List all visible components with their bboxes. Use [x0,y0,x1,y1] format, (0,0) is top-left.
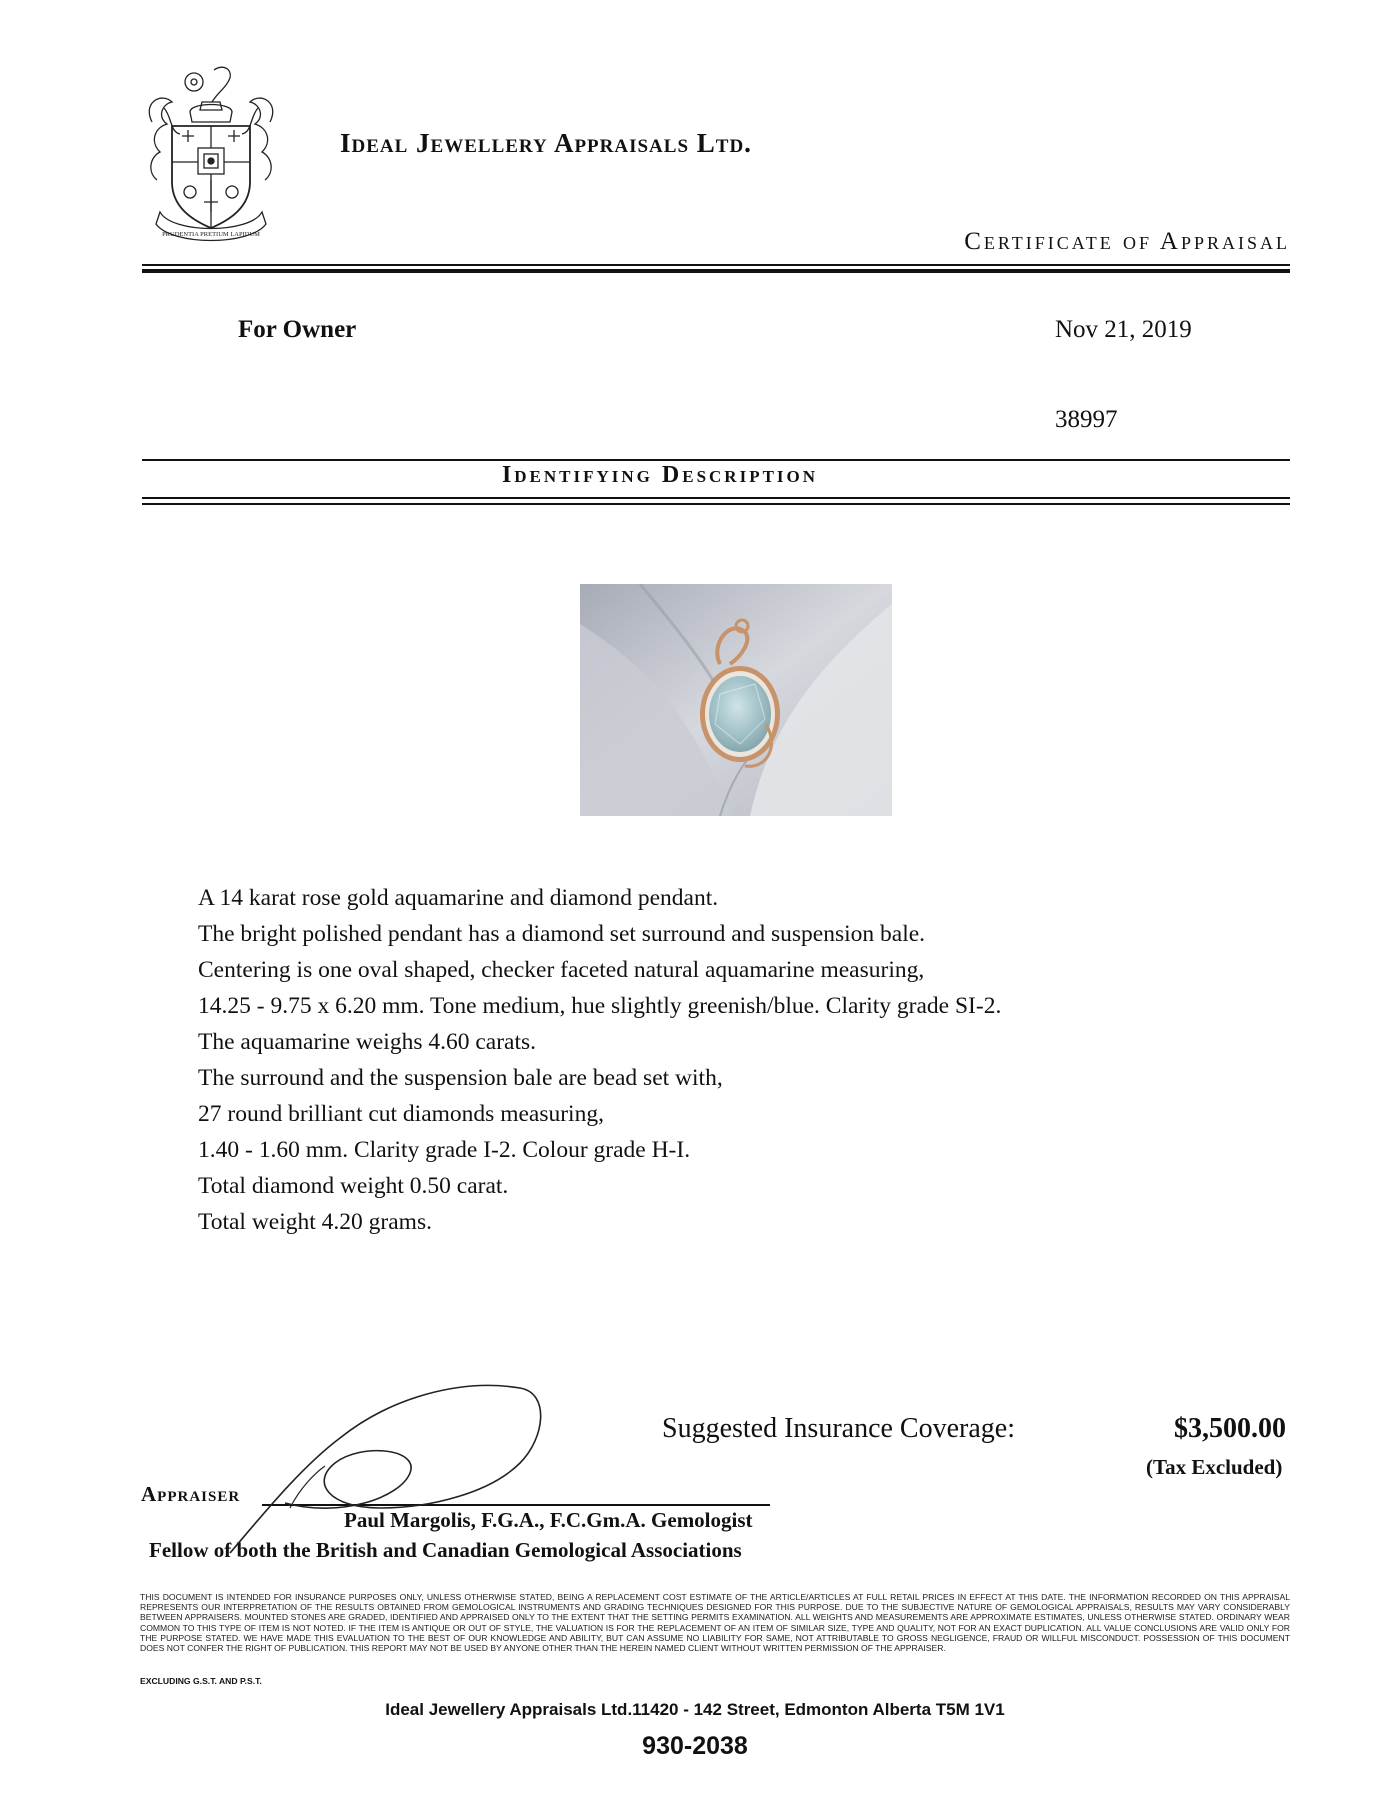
section-title: Identifying Description [501,462,819,488]
description-line: 27 round brilliant cut diamonds measuring, [198,1101,604,1127]
coat-of-arms-icon [142,62,280,248]
reference-number: 38997 [1055,406,1118,433]
header-divider-bottom [142,269,1290,273]
section-divider-bottom [142,503,1290,505]
disclaimer-text: THIS DOCUMENT IS INTENDED FOR INSURANCE PURPOSES ONLY, UNLESS OTHERWISE STATED, BEING A REPLACEMENT COST ESTIMATE OF THE ARTICLE/ARTICLES AT FULL RETAIL PRICES IN EFFECT AT THIS DATE. THE INFORMATION RECORDED ON THIS APPRAISAL REPRESENTS OUR INTERPRETATION OF THE RESULTS OBTAINED FROM GEMOLOGICAL INSTRUMENTS AND GRADING TECHNIQUES DESIGNED FOR THIS PURPOSE. DUE TO THE SUBJECTIVE NATURE OF GEMOLOGICAL APPRAISALS, RESULTS MAY VARY CONSIDERABLY BETWEEN APPRAISERS. MOUNTED STONES ARE GRADED, IDENTIFIED AND APPRAISED ONLY TO THE EXTENT THAT THE SETTING PERMITS EXAMINATION. ALL WEIGHTS AND MEASUREMENTS ARE APPROXIMATE ESTIMATES, UNLESS OTHERWISE STATED. ORDINARY WEAR COMMON TO THIS TYPE OF ITEM IS NOT NOTED. IF THE ITEM IS ANTIQUE OR OUT OF STYLE, THE VALUATION IS FOR THE REPLACEMENT OF AN ITEM OF SIMILAR SIZE, TYPE AND QUALITY, NOT FOR AN EXACT DUPLICATION. ALL VALUE CONCLUSIONS ARE VALID ONLY FOR THE PURPOSE STATED. WE HAVE MADE THIS EVALUATION TO THE BEST OF OUR KNOWLEDGE AND ABILITY, BUT CAN ASSUME NO LIABILITY FOR SAME, NOT ATTRIBUTABLE TO GROSS NEGLIGENCE, FRAUD OR WILLFUL MISCONDUCT. POSSESSION OF THIS DOCUMENT DOES NOT CONFER THE RIGHT OF PUBLICATION. THIS REPORT MAY NOT BE USED BY ANYONE OTHER THAN THE HEREIN NAMED CLIENT WITHOUT WRITTEN PERMISSION OF THE APPRAISER. [140,1592,1290,1654]
appraiser-name: Paul Margolis, F.G.A., F.C.Gm.A. Gemologist [344,1508,753,1532]
disclaimer-tax-line: EXCLUDING G.S.T. AND P.S.T. [140,1676,262,1686]
tax-note: (Tax Excluded) [1146,1455,1283,1479]
description-line: Centering is one oval shaped, checker faceted natural aquamarine measuring, [198,957,925,983]
description-line: Total weight 4.20 grams. [198,1209,432,1235]
insurance-coverage-label: Suggested Insurance Coverage: [662,1413,1015,1444]
footer-phone: 930-2038 [642,1732,748,1760]
appraiser-fellowship: Fellow of both the British and Canadian Gemological Associations [149,1538,742,1562]
section-divider-top [142,459,1290,461]
owner-label: For Owner [238,316,357,343]
appraisal-date: Nov 21, 2019 [1055,316,1192,343]
description-line: The aquamarine weighs 4.60 carats. [198,1029,537,1055]
section-divider-mid [142,497,1290,499]
description-line: Total diamond weight 0.50 carat. [198,1173,509,1199]
insurance-coverage-amount: $3,500.00 [1174,1413,1286,1444]
pendant-photo [580,584,892,816]
header-divider-top [142,264,1290,266]
item-description [198,880,1198,1240]
certificate-title: Certificate of Appraisal [964,228,1290,255]
footer-address: Ideal Jewellery Appraisals Ltd.11420 - 142 Street, Edmonton Alberta T5M 1V1 [385,1700,1005,1719]
appraiser-label: Appraiser [141,1482,241,1506]
description-line: 14.25 - 9.75 x 6.20 mm. Tone medium, hue slightly greenish/blue. Clarity grade SI-2. [198,993,1002,1019]
company-name: Ideal Jewellery Appraisals Ltd. [340,128,752,158]
handwritten-signature [200,1368,600,1568]
description-line: The bright polished pendant has a diamond set surround and suspension bale. [198,921,926,947]
svg-text:PRUDENTIA PRETIUM LAPIDUM: PRUDENTIA PRETIUM LAPIDUM [162,231,260,238]
description-line: 1.40 - 1.60 mm. Clarity grade I-2. Colour grade H-I. [198,1137,691,1163]
description-line: The surround and the suspension bale are bead set with, [198,1065,723,1091]
description-line: A 14 karat rose gold aquamarine and diamond pendant. [198,885,719,911]
